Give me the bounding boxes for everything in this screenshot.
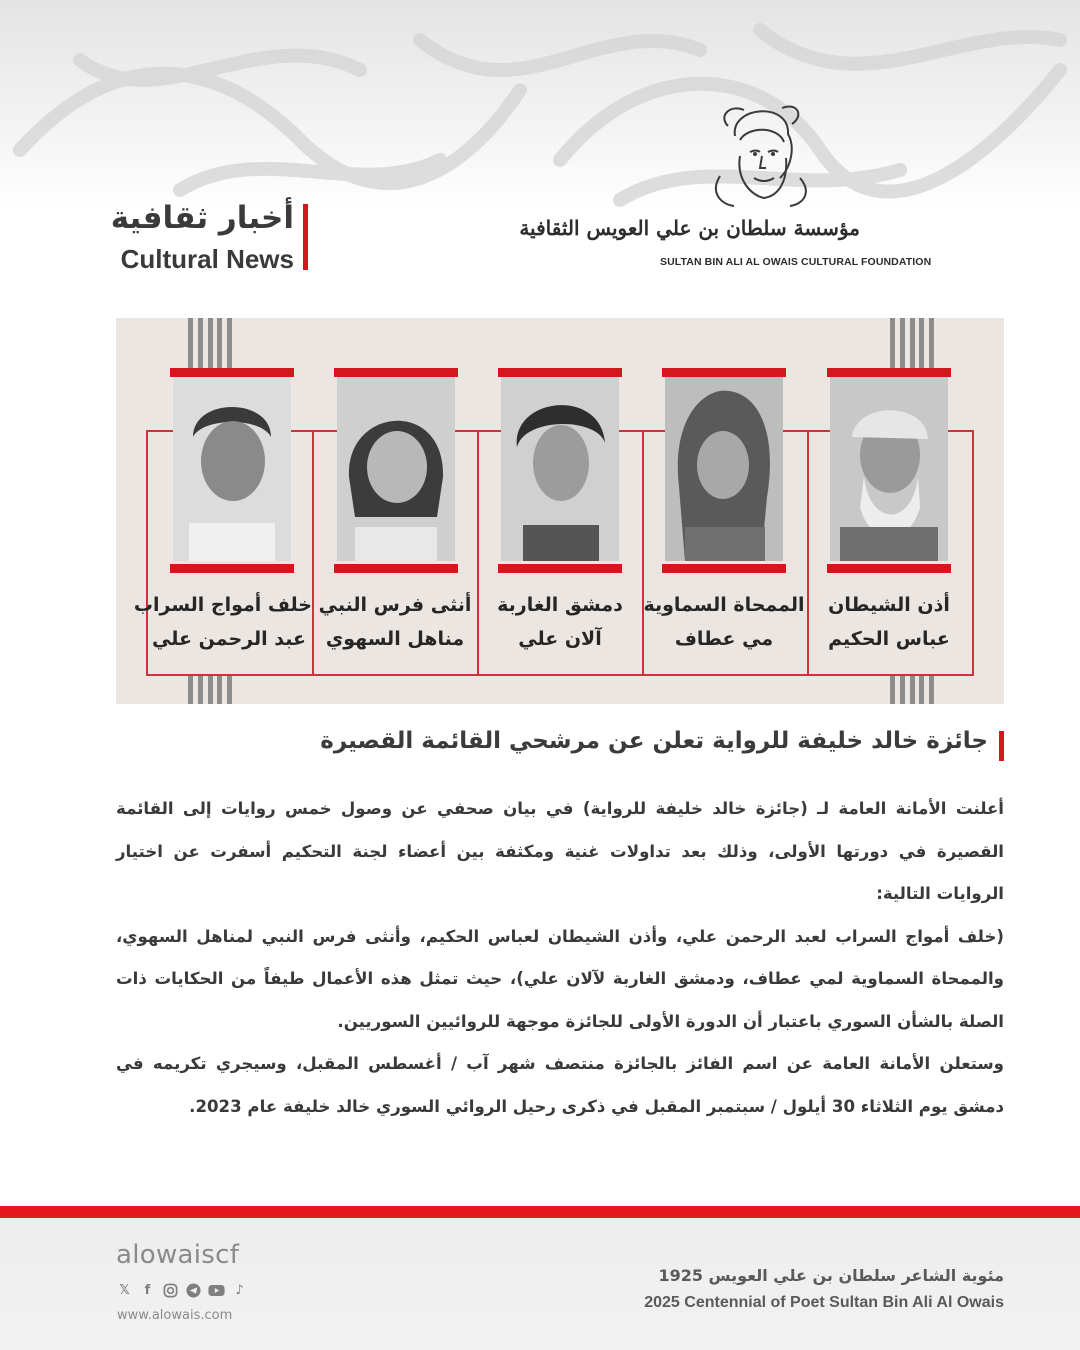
nominees-panel [116, 318, 1004, 704]
centennial-english: 2025 Centennial of Poet Sultan Bin Ali Al Owais [644, 1294, 1004, 1311]
brand-handle: alowaiscf [116, 1240, 240, 1270]
nominee-label [477, 588, 643, 656]
nominee-card [334, 368, 458, 578]
footer [0, 1218, 1080, 1350]
author-photo [501, 377, 619, 561]
logo-name-arabic: مؤسسة سلطان بن علي العويس الثقافية [519, 216, 860, 240]
social-links [116, 1282, 248, 1299]
nominee-card [827, 368, 951, 578]
author-photo [830, 377, 948, 561]
decor-stripes-bottom-left [188, 676, 232, 704]
nominee-label [806, 588, 972, 656]
tiktok-icon[interactable]: ♪ [235, 1283, 244, 1298]
nominee-label [312, 588, 478, 656]
author-photo [665, 377, 783, 561]
novel-title: الممحاة السماوية [643, 594, 805, 616]
section-title-arabic: أخبار ثقافية [110, 200, 294, 236]
telegram-icon[interactable] [185, 1282, 202, 1299]
youtube-icon[interactable] [208, 1282, 225, 1299]
headline-text: جائزة خالد خليفة للرواية تعلن عن مرشحي القائمة القصيرة [320, 728, 988, 754]
footer-accent-line [0, 1206, 1080, 1218]
nominee-label [133, 588, 312, 656]
nominee-card [662, 368, 786, 578]
article-headline [320, 728, 1004, 754]
calligraphy-background [0, 0, 1080, 210]
facebook-icon[interactable]: f [144, 1283, 151, 1298]
novel-title: أنثى فرس النبي [318, 594, 472, 616]
section-heading [110, 200, 316, 274]
x-icon[interactable]: 𝕏 [119, 1283, 130, 1298]
nominee-card [498, 368, 622, 578]
article-paragraph: وستعلن الأمانة العامة عن اسم الفائز بالجائزة منتصف شهر آب / أغسطس المقبل، وسيجري تكريمه في دمشق يوم الثلاثاء 30 أيلول / سبتمبر المقبل في ذكرى رحيل الروائي السوري خالد خليفة عام 2023. [116, 1054, 1004, 1116]
article-body [116, 788, 1004, 1128]
foundation-logo [519, 96, 932, 276]
author-name: عباس الحكيم [828, 628, 950, 650]
author-photo [337, 377, 455, 561]
centennial-arabic: مئوية الشاعر سلطان بن علي العويس 1925 [658, 1266, 1004, 1285]
decor-stripes-top-right [890, 318, 934, 370]
author-name: مي عطاف [674, 628, 774, 650]
accent-bar [303, 204, 308, 270]
instagram-icon[interactable] [162, 1282, 179, 1299]
author-photo [173, 377, 291, 561]
nominee-label [641, 588, 807, 656]
author-name: مناهل السهوي [325, 628, 465, 650]
article-paragraph: (خلف أمواج السراب لعبد الرحمن علي، وأذن الشيطان لعباس الحكيم، وأنثى فرس النبي لمناهل السهوي، والممحاة السماوية لمي عطاف، ودمشق الغاربة لآلان علي)، حيث تمثل هذه الأعمال طيفاً من الحكايات ذات الصلة بالشأن السوري باعتبار أن الدورة الأولى للجائزة موجهة للروائيين السوريين. [116, 926, 1004, 1031]
website-link[interactable]: www.alowais.com [117, 1308, 233, 1323]
novel-title: خلف أمواج السراب [133, 594, 312, 616]
accent-bar [999, 731, 1004, 761]
author-name: آلان علي [518, 628, 602, 650]
decor-stripes-top-left [188, 318, 232, 370]
article-paragraph: أعلنت الأمانة العامة لـ (جائزة خالد خليفة للرواية) في بيان صحفي عن وصول خمس روايات إلى القائمة القصيرة في دورتها الأولى، وذلك بعد تداولات غنية ومكثفة بين أعضاء لجنة التحكيم أسفرت عن اختيار الروايات التالية: [116, 799, 1004, 903]
section-title-english: Cultural News [120, 244, 294, 274]
logo-name-english: SULTAN BIN ALI AL OWAIS CULTURAL FOUNDATION [660, 256, 932, 268]
novel-title: أذن الشيطان [828, 594, 950, 616]
author-name: عبد الرحمن علي [152, 628, 306, 650]
novel-title: دمشق الغاربة [497, 594, 623, 616]
poet-portrait-icon [700, 96, 820, 208]
decor-stripes-bottom-right [890, 676, 934, 704]
nominee-card [170, 368, 294, 578]
